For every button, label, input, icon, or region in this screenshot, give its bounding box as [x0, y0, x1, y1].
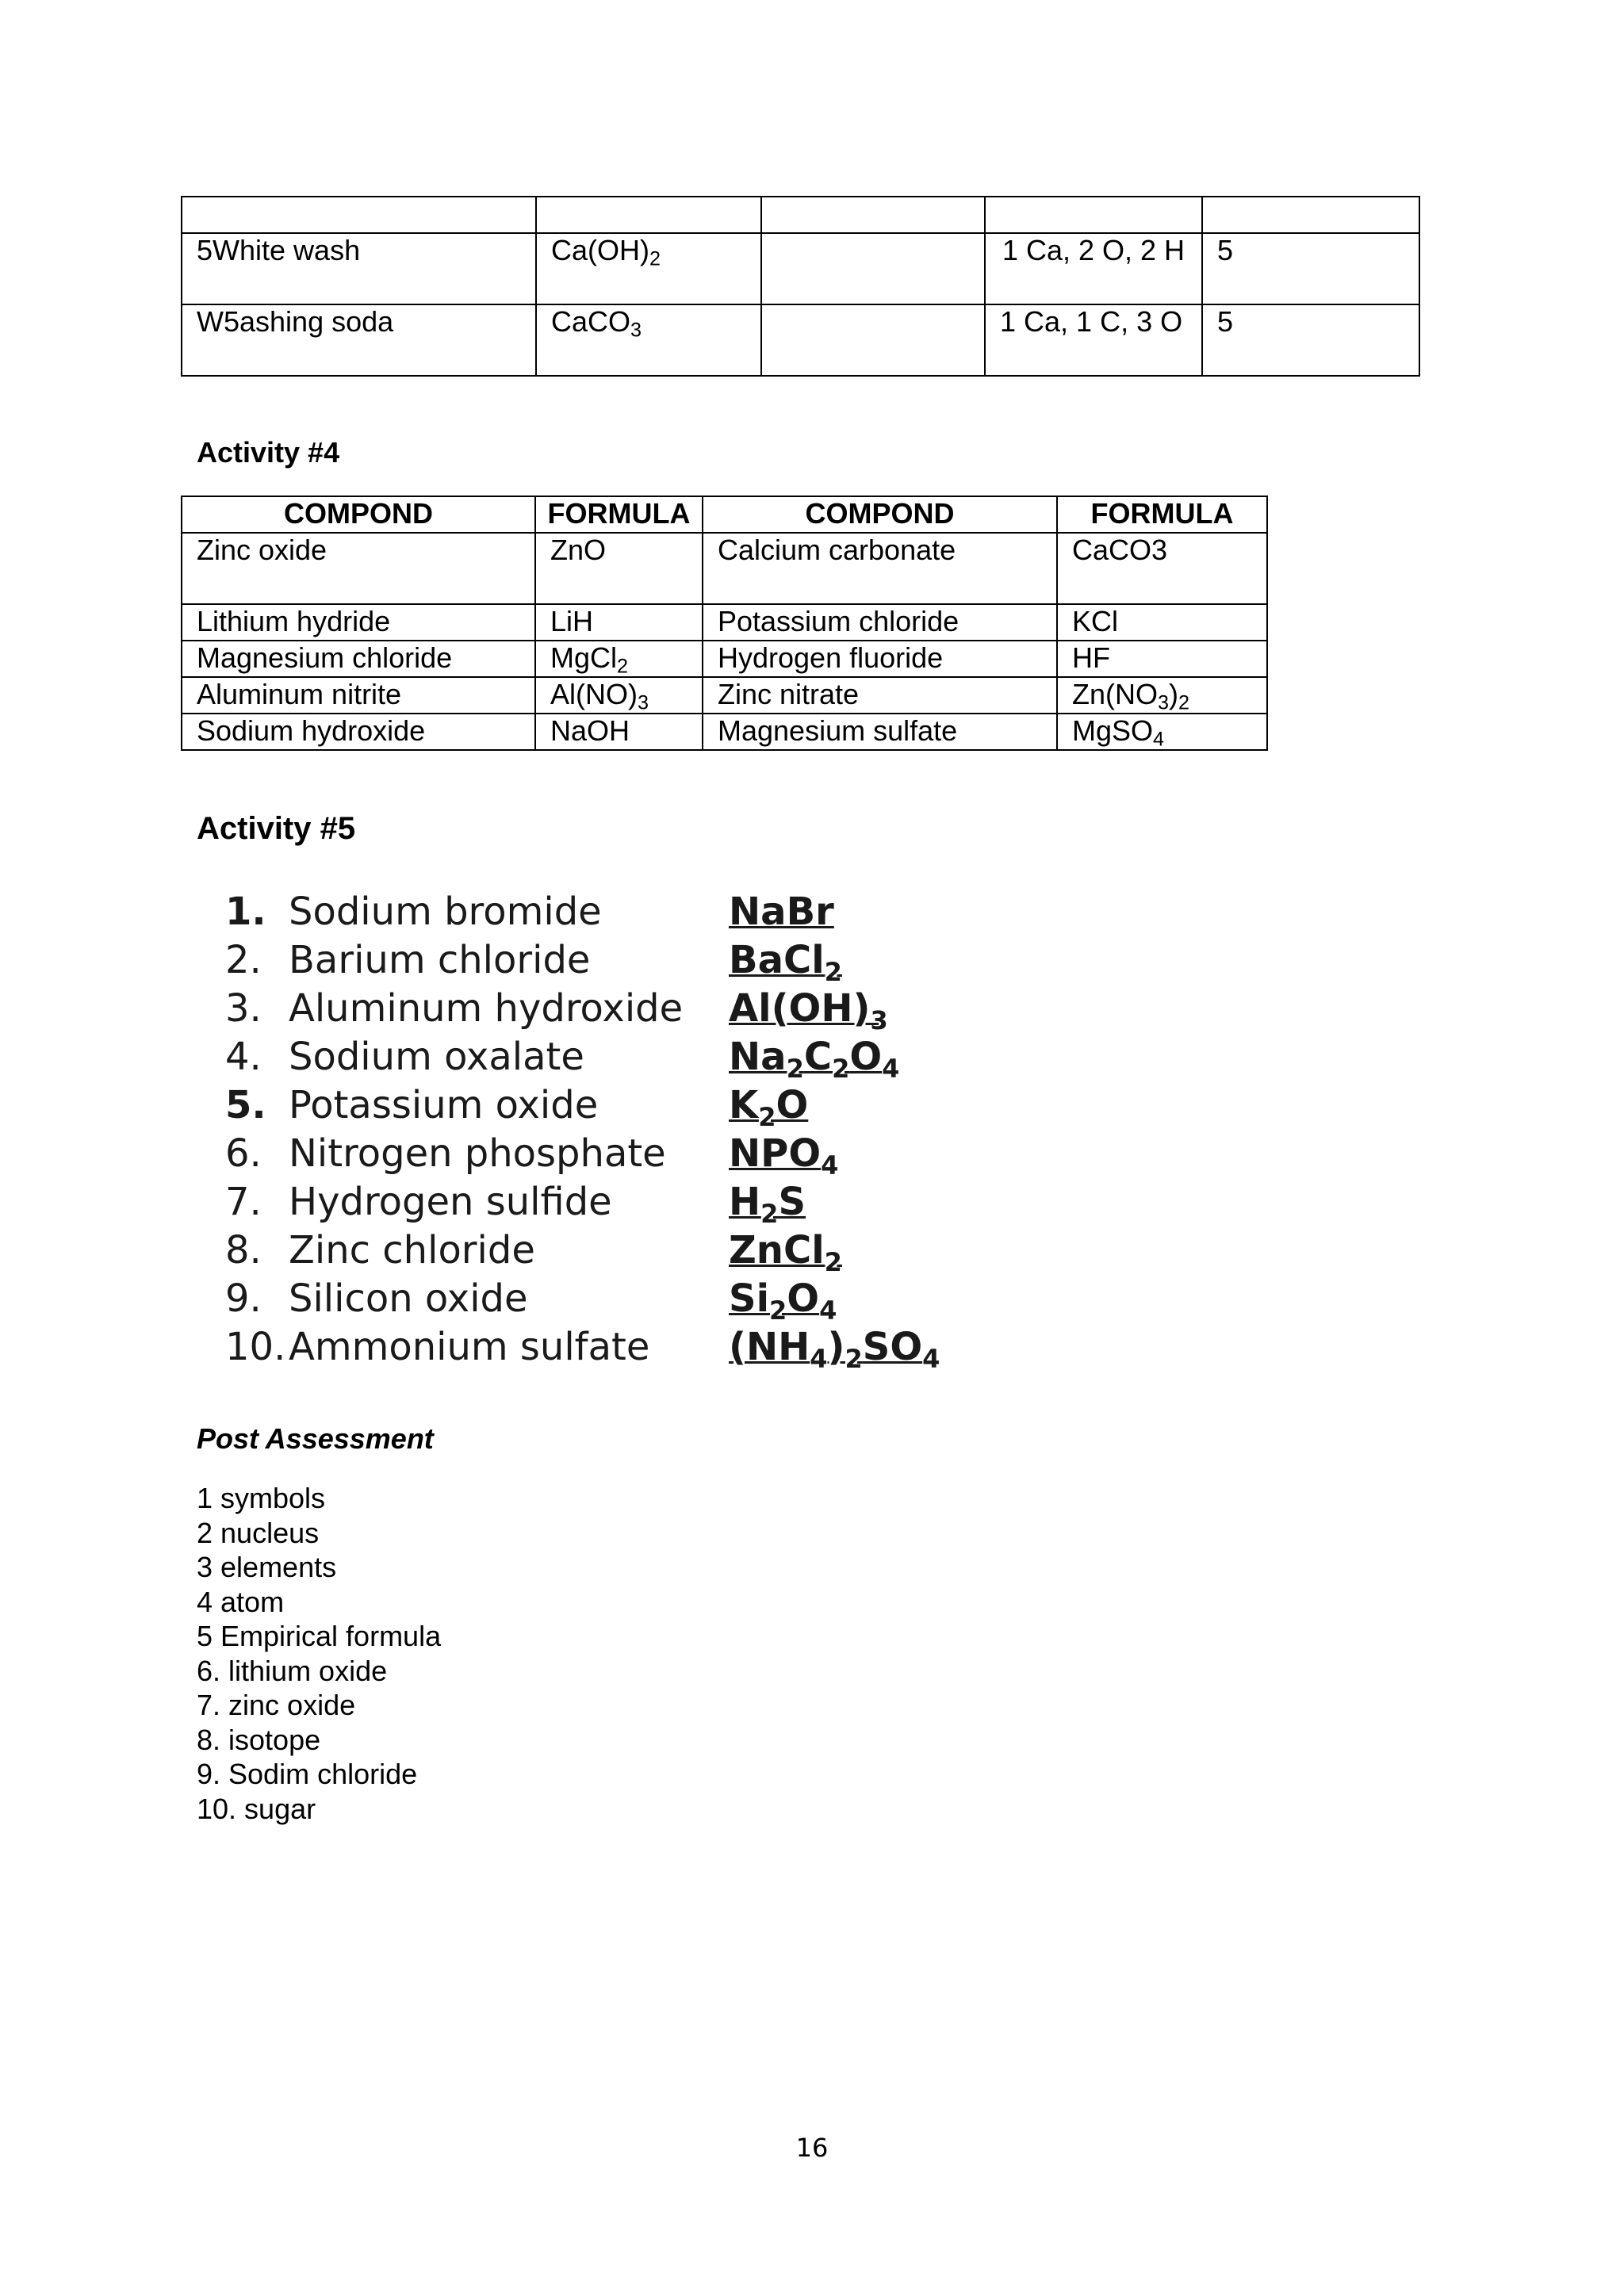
compound-formula: $Ca(OH)_2$	[536, 233, 761, 304]
item-number: 9.	[225, 1276, 262, 1321]
column-header: COMPOND	[182, 496, 535, 533]
compound-name: Ammonium sulfate	[289, 1325, 650, 1369]
table-row	[182, 304, 1419, 376]
compound-formula: $Si_2O_4$	[729, 1276, 837, 1326]
item-number: 3.	[225, 986, 262, 1031]
compound-formula: MgCl$_2$	[535, 641, 703, 677]
table-cell	[761, 304, 985, 376]
item-number: 6.	[225, 1131, 262, 1176]
table-header-row	[182, 496, 1267, 533]
compound-name: Magnesium sulfate	[703, 714, 1057, 750]
table-row	[182, 677, 1267, 714]
item-number: 2.	[225, 938, 262, 982]
compound-name: Potassium chloride	[703, 604, 1057, 641]
table-row	[182, 197, 1419, 233]
compound-name: Potassium oxide	[289, 1083, 599, 1127]
compound-formula: KCl	[1057, 604, 1267, 641]
table-cell	[182, 197, 536, 233]
page-number: 16	[795, 2133, 829, 2163]
table-cell	[761, 197, 985, 233]
item-number: 8.	[225, 1228, 262, 1272]
compound-name: Aluminum nitrite	[182, 677, 535, 714]
compound-formula: $Al(NO)_3$	[535, 677, 703, 714]
list-item: 9. Sodim chloride	[197, 1758, 418, 1790]
compound-formula: $NPO_4$	[729, 1131, 839, 1181]
compound-name: W5ashing soda	[182, 304, 536, 376]
item-number: 10.	[225, 1325, 286, 1369]
post-assessment-list	[197, 1481, 441, 1826]
item-number: 5.	[225, 1083, 266, 1127]
table-row	[182, 533, 1267, 604]
compound-name: Hydrogen fluoride	[703, 641, 1057, 677]
atom-composition: 1 Ca, 2 O, 2 H	[985, 233, 1202, 304]
compound-name: Silicon oxide	[289, 1276, 528, 1321]
compound-formula: NaOH	[535, 714, 703, 750]
list-item: 5 Empirical formula	[197, 1620, 442, 1652]
compound-name: Zinc chloride	[289, 1228, 535, 1272]
compound-formula: $Al(OH)_3$	[729, 986, 888, 1035]
column-header: FORMULA	[535, 496, 703, 533]
list-item: 1 symbols	[197, 1482, 326, 1514]
item-number: 7.	[225, 1180, 262, 1224]
table-row	[182, 714, 1267, 750]
compound-name: Magnesium chloride	[182, 641, 535, 677]
compound-atoms-table	[181, 196, 1420, 377]
list-item: 8. isotope	[197, 1723, 321, 1756]
compound-formula: $(NH_4)_2SO_4$	[729, 1325, 940, 1374]
atom-count: 5	[1202, 233, 1419, 304]
table-row	[182, 233, 1419, 304]
list-item: 7. zinc oxide	[197, 1689, 356, 1721]
compound-formula: $Zn(NO_3)_2$	[1057, 677, 1267, 714]
item-number: 1.	[225, 890, 266, 934]
list-item: 10. sugar	[197, 1792, 316, 1825]
activity5-heading: Activity #5	[197, 811, 356, 846]
post-assessment-title: Post Assessment	[197, 1422, 434, 1455]
compound-formula: HF	[1057, 641, 1267, 677]
item-number: 4.	[225, 1035, 262, 1079]
table-row	[182, 604, 1267, 641]
atom-composition: 1 Ca, 1 C, 3 O	[985, 304, 1202, 376]
compound-formula: ZnO	[535, 533, 703, 604]
table-cell	[536, 197, 761, 233]
compound-name: Sodium oxalate	[289, 1035, 584, 1079]
compound-name: Hydrogen sulfide	[289, 1180, 612, 1224]
table-cell	[1202, 197, 1419, 233]
table-cell	[985, 197, 1202, 233]
compound-formula: MgSO$_4$	[1057, 714, 1267, 750]
compound-formula: BaCl$_2$	[729, 938, 842, 987]
atom-count: 5	[1202, 304, 1419, 376]
list-item: 4 atom	[197, 1585, 285, 1618]
compound-name: 5White wash	[182, 233, 536, 304]
compound-formula: $K_2O$	[729, 1083, 809, 1132]
compound-formula: CaCO$_3$	[536, 304, 761, 376]
compound-formula-table	[181, 496, 1268, 751]
compound-name: Nitrogen phosphate	[289, 1131, 666, 1176]
compound-formula: $Na_2C_2O_4$	[729, 1035, 900, 1084]
compound-name: Zinc nitrate	[703, 677, 1057, 714]
compound-name: Zinc oxide	[182, 533, 535, 604]
compound-formula: ZnCl$_2$	[729, 1228, 842, 1277]
compound-name: Aluminum hydroxide	[289, 986, 684, 1031]
compound-name: Sodium bromide	[289, 890, 602, 934]
compound-formula: $H_2S$	[729, 1180, 806, 1229]
table-cell	[761, 233, 985, 304]
compound-name: Calcium carbonate	[703, 533, 1057, 604]
compound-name: Barium chloride	[289, 938, 591, 982]
compound-name: Sodium hydroxide	[182, 714, 535, 750]
compound-formula: NaBr	[729, 890, 834, 934]
compound-name: Lithium hydride	[182, 604, 535, 641]
list-item: 3 elements	[197, 1551, 337, 1583]
table-row	[182, 641, 1267, 677]
column-header: FORMULA	[1057, 496, 1267, 533]
column-header: COMPOND	[703, 496, 1057, 533]
compound-formula: CaCO3	[1057, 533, 1267, 604]
list-item: 2 nucleus	[197, 1516, 320, 1549]
compound-formula: LiH	[535, 604, 703, 641]
activity4-heading: Activity #4	[197, 436, 340, 469]
list-item: 6. lithium oxide	[197, 1654, 388, 1687]
